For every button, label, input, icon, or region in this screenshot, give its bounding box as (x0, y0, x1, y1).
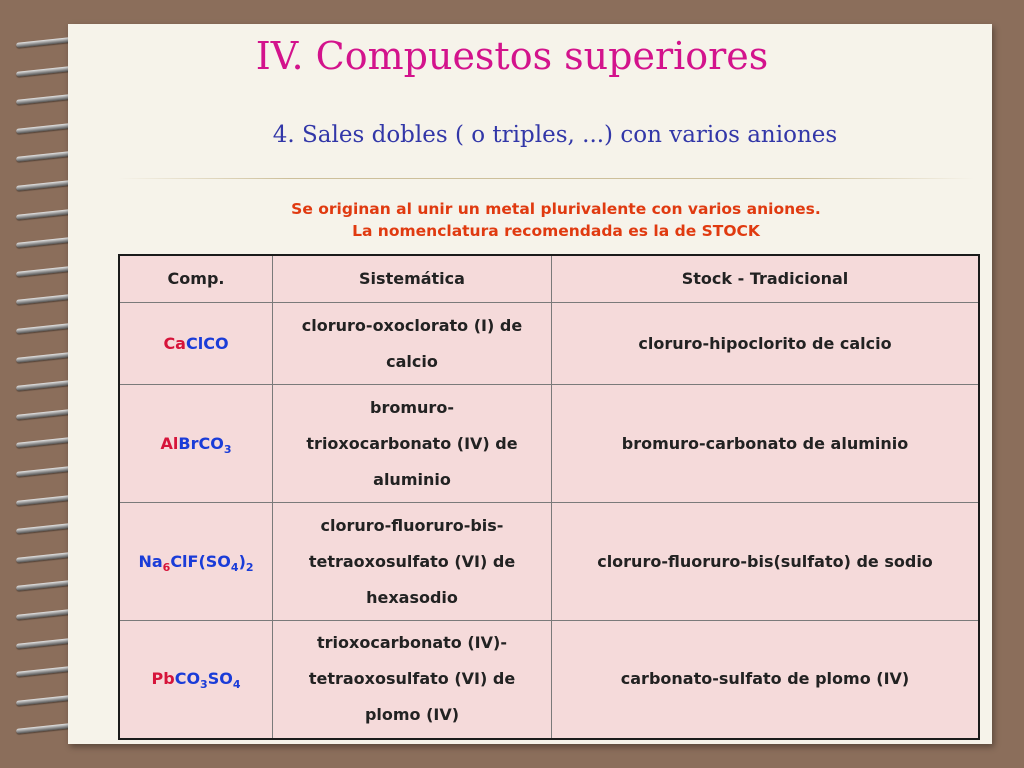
sistematica-line: calcio (386, 351, 438, 371)
page-title: IV. Compuestos superiores (255, 34, 769, 78)
formula-anion: ClCO (185, 333, 229, 353)
stock-cell: carbonato-sulfato de plomo (IV) (552, 621, 980, 739)
table-header-row (119, 255, 979, 303)
intro-line-2: La nomenclatura recomendada es la de STOCK (352, 222, 760, 240)
sistematica-line: plomo (IV) (364, 705, 460, 725)
sistematica-line: tetraoxosulfato (VI) de (308, 551, 516, 571)
sistematica-line: bromuro- (370, 397, 454, 417)
stock-cell: bromuro-carbonato de aluminio (552, 385, 980, 503)
sistematica-cell (273, 621, 552, 739)
formula-cell (119, 385, 273, 503)
sistematica-line: cloruro-fluoruro-bis- (320, 515, 504, 535)
formula-cation: Ca (163, 333, 186, 353)
stock-cell: cloruro-fluoruro-bis(sulfato) de sodio (552, 503, 980, 621)
sistematica-line: aluminio (373, 469, 451, 489)
formula-subscript: 2 (245, 560, 254, 574)
formula-subscript: 3 (223, 442, 232, 456)
formula-cell (119, 621, 273, 739)
formula-subscript: 4 (232, 678, 241, 692)
header-stock: Stock - Tradicional (552, 255, 980, 303)
formula-anion: ClF(SO (170, 551, 231, 571)
formula-mid: ) (238, 551, 246, 571)
divider (118, 178, 974, 179)
formula-anion: BrCO (178, 433, 224, 453)
intro-line-1: Se originan al unir un metal plurivalente con varios aniones. (291, 200, 821, 218)
formula-anion: CO (174, 669, 201, 689)
sistematica-line: hexasodio (366, 587, 458, 607)
formula-mid: SO (207, 669, 233, 689)
sistematica-line: trioxocarbonato (IV) de (306, 433, 518, 453)
formula-subscript: 6 (162, 560, 171, 574)
formula-subscript: 4 (230, 560, 239, 574)
formula-cation: Al (160, 433, 179, 453)
stock-cell: cloruro-hipoclorito de calcio (552, 303, 980, 385)
sistematica-line: cloruro-oxoclorato (I) de (301, 315, 523, 335)
formula-cation: Na (138, 551, 163, 571)
formula-cell (119, 503, 273, 621)
table-row (119, 303, 979, 385)
formula-subscript: 3 (200, 678, 208, 692)
sistematica-line: tetraoxosulfato (VI) de (308, 669, 516, 689)
intro-text (118, 198, 994, 242)
table-row (119, 385, 979, 503)
formula-cell (119, 303, 273, 385)
sistematica-cell (273, 385, 552, 503)
table-row (119, 621, 979, 739)
sistematica-cell (273, 503, 552, 621)
header-sistematica: Sistemática (273, 255, 552, 303)
sistematica-line: trioxocarbonato (IV)- (317, 633, 507, 653)
formula-cation: Pb (151, 669, 175, 689)
table-row (119, 503, 979, 621)
sistematica-cell (273, 303, 552, 385)
page-subtitle: 4. Sales dobles ( o triples, ...) con varios aniones (272, 122, 838, 148)
header-comp: Comp. (119, 255, 273, 303)
nomenclature-table (118, 254, 980, 740)
